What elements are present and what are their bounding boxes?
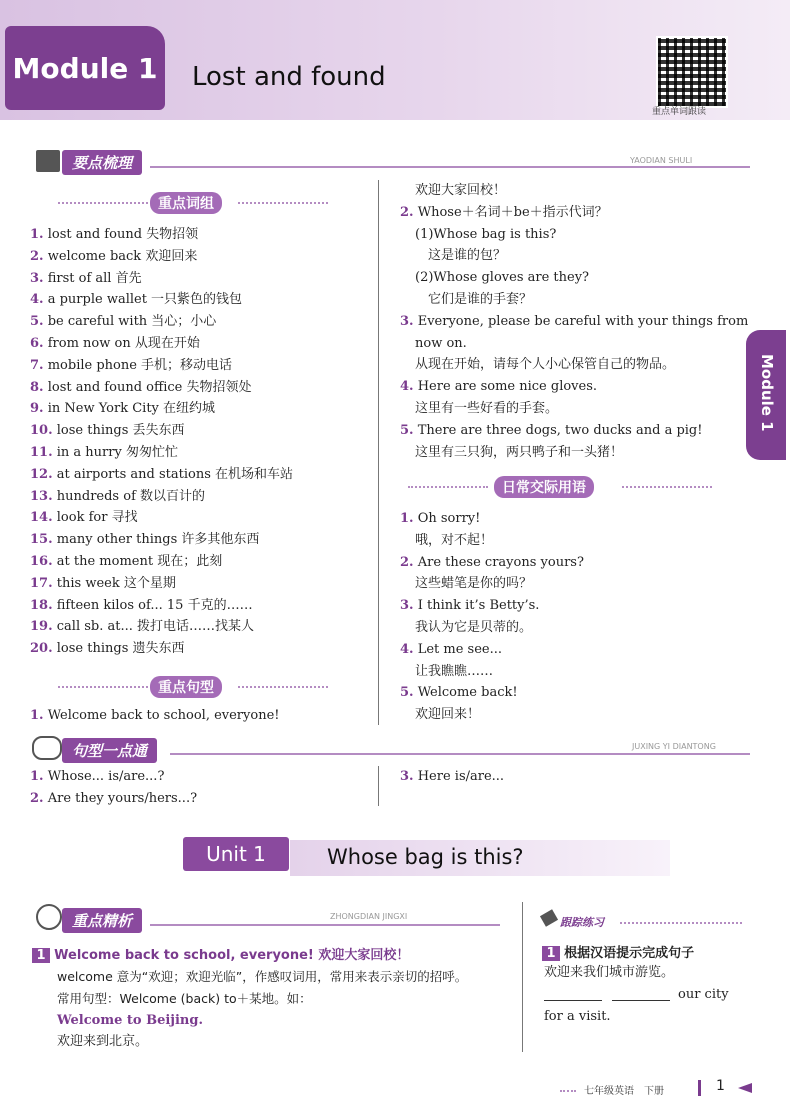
dots-left <box>408 486 488 488</box>
item-number: 3. <box>400 598 414 614</box>
item-text: now on. <box>415 335 467 351</box>
item-text: Let me see... <box>417 641 503 657</box>
practice-line-3: for a visit. <box>544 1009 611 1024</box>
item-number: 4. <box>400 379 414 395</box>
footer-book: 七年级英语 下册 <box>584 1086 664 1097</box>
item-text: first of all 首先 <box>47 270 142 286</box>
item-text: from now on 从现在开始 <box>47 335 200 351</box>
item-text: call sb. at... 拨打电话……找某人 <box>56 619 255 635</box>
list-item <box>400 704 740 726</box>
list-item <box>30 311 370 333</box>
list-item <box>30 616 370 638</box>
item-text: many other things 许多其他东西 <box>56 532 260 548</box>
module-label: Module 1 <box>5 26 165 110</box>
qr-code-icon[interactable] <box>656 36 728 108</box>
column-divider <box>378 766 379 806</box>
item-text: 哦，对不起！ <box>415 532 494 548</box>
item-number: 2. <box>400 204 414 220</box>
answer-blank-1[interactable] <box>544 1000 602 1001</box>
item-text: 让我瞧瞧…… <box>415 663 494 679</box>
daily-heading: 日常交际用语 <box>494 476 594 498</box>
list-item <box>30 377 370 399</box>
item-number: 13. <box>30 488 53 504</box>
item-text: I think it’s Betty’s. <box>417 598 540 614</box>
list-item <box>400 530 740 552</box>
practice-line-2-tail: our city <box>678 987 729 1002</box>
list-item <box>30 268 370 290</box>
item-number: 17. <box>30 575 53 591</box>
item-number: 3. <box>400 313 414 329</box>
list-item <box>30 398 370 420</box>
item-number: 19. <box>30 619 53 635</box>
module-title: Lost and found <box>192 62 386 92</box>
item-text: 这里有三只狗，两只鸭子和一头猪！ <box>415 444 624 460</box>
item-text: at the moment 现在；此刻 <box>56 553 223 569</box>
list-item <box>400 420 740 442</box>
item-text: Everyone, please be careful with your things from <box>417 313 749 329</box>
pen-icon <box>540 909 558 926</box>
list-item <box>400 508 740 530</box>
dots-left <box>58 686 148 688</box>
list-item <box>30 224 370 246</box>
item-text: Welcome back! <box>417 685 518 701</box>
item-text: 欢迎大家回校！ <box>415 183 507 198</box>
footer-dots <box>560 1090 576 1092</box>
section-divider <box>150 166 750 168</box>
item-text: There are three dogs, two ducks and a pig! <box>417 422 703 438</box>
sentence-list <box>400 180 749 463</box>
item-text: lose things 遗失东西 <box>56 641 185 657</box>
item-number: 2. <box>400 554 414 570</box>
item-number: 1. <box>30 227 44 242</box>
list-item <box>30 595 370 617</box>
list-item <box>400 267 740 289</box>
practice-line-1: 欢迎来我们城市游览。 <box>544 965 675 980</box>
list-item <box>30 420 370 442</box>
item-text: welcome back 欢迎回来 <box>47 248 198 264</box>
item-number: 4. <box>30 292 44 308</box>
item-number: 5. <box>30 314 44 330</box>
practice-title: 跟踪练习 <box>560 916 604 929</box>
list-item <box>400 289 740 311</box>
list-item <box>30 442 370 464</box>
list-item <box>30 551 370 573</box>
list-item <box>30 464 370 486</box>
list-item <box>400 311 749 333</box>
list-item <box>400 333 740 355</box>
footer-bar <box>698 1080 701 1096</box>
qr-caption: 重点单词跟读 <box>652 107 707 117</box>
list-item <box>400 617 740 639</box>
item-text: Whose＋名词＋be＋指示代词？ <box>417 204 608 220</box>
list-item <box>400 224 740 246</box>
item-number: 15. <box>30 532 53 548</box>
item-text: 欢迎回来！ <box>415 707 481 723</box>
list-item <box>30 638 370 660</box>
item-text: at airports and stations 在机场和车站 <box>56 466 293 482</box>
section-title-jingxi: 重点精析 <box>62 908 142 933</box>
item-text: Are these crayons yours? <box>417 554 584 570</box>
section-title-juxing: 句型一点通 <box>62 738 157 763</box>
item-text: 这是谁的包？ <box>415 248 507 264</box>
list-item <box>400 442 740 464</box>
list-item <box>30 529 370 551</box>
module-side-tab: Module 1 <box>746 330 786 460</box>
dots-right <box>238 202 328 204</box>
list-item <box>30 289 370 311</box>
list-item <box>30 573 370 595</box>
section-divider <box>170 753 750 755</box>
list-item <box>30 333 370 355</box>
item-text: (1)Whose bag is this? <box>415 226 557 242</box>
section-pinyin: ZHONGDIAN JINGXI <box>330 912 408 921</box>
item-number: 3. <box>30 270 44 286</box>
list-item <box>400 354 740 376</box>
item-text: a purple wallet 一只紫色的钱包 <box>47 292 243 308</box>
sentences-heading: 重点句型 <box>150 676 222 698</box>
item-text: Here are some nice gloves. <box>417 379 598 395</box>
practice-instruction: 1 根据汉语提示完成句子 <box>542 942 694 961</box>
section-title-yaodian: 要点梳理 <box>62 150 142 175</box>
list-item <box>400 376 740 398</box>
page-number: 1 <box>716 1078 725 1094</box>
list-item <box>30 355 370 377</box>
section-divider <box>150 924 500 926</box>
list-item <box>400 661 740 683</box>
item-text: lost and found office 失物招领处 <box>47 379 252 395</box>
list-item <box>400 552 740 574</box>
item-text: 它们是谁的手套？ <box>415 291 533 307</box>
dots-right <box>622 486 712 488</box>
daily-list <box>400 508 740 726</box>
item-number: 10. <box>30 423 53 439</box>
item-text: Oh sorry! <box>417 511 481 526</box>
item-text: lost and found 失物招领 <box>47 227 199 242</box>
item-text: be careful with 当心；小心 <box>47 314 217 330</box>
magnifier-icon <box>36 904 62 930</box>
item-text: 从现在开始，请每个人小心保管自己的物品。 <box>415 357 676 373</box>
item-text: look for 寻找 <box>56 510 138 526</box>
point-heading: 1 Welcome back to school, everyone! 欢迎大家回校！ <box>32 944 409 963</box>
item-number: 11. <box>30 444 53 460</box>
item-text: (2)Whose gloves are they? <box>415 270 590 286</box>
item-text: lose things 丢失东西 <box>56 423 185 439</box>
item-number: 16. <box>30 553 53 569</box>
list-item <box>400 180 740 202</box>
item-number: 5. <box>400 422 414 438</box>
list-item <box>400 398 740 420</box>
item-number: 8. <box>30 379 44 395</box>
pattern-list: 1. Whose... is/are...? 2. Are they yours/hers...? <box>30 769 198 806</box>
point-body: welcome 意为“欢迎；欢迎光临”，作感叹词用，常用来表示亲切的招呼。 常用句型：Welcome (back) to＋某地。如： Welcome to Beijing. 欢迎来到北京。 <box>57 969 468 1050</box>
arrow-left-icon <box>738 1083 752 1093</box>
dots-right <box>620 922 742 924</box>
phrases-heading: 重点词组 <box>150 192 222 214</box>
list-item <box>400 682 740 704</box>
item-text: in New York City 在纽约城 <box>47 401 216 417</box>
hand-pointer-icon <box>32 736 62 760</box>
item-text: fifteen kilos of... 15 千克的…… <box>56 597 253 613</box>
list-item <box>30 246 370 268</box>
list-item <box>400 202 740 224</box>
list-item <box>400 245 740 267</box>
item-text: hundreds of 数以百计的 <box>56 488 206 504</box>
books-icon <box>36 150 60 172</box>
item-text: in a hurry 匆匆忙忙 <box>56 444 178 460</box>
unit-label: Unit 1 <box>183 837 289 871</box>
item-number: 12. <box>30 466 53 482</box>
item-number: 4. <box>400 641 414 657</box>
list-item <box>400 639 740 661</box>
phrase-list <box>30 224 370 660</box>
item-text: 这些蜡笔是你的吗？ <box>415 576 533 592</box>
item-text: 我认为它是贝蒂的。 <box>415 619 533 635</box>
item-number: 1. <box>400 511 414 526</box>
item-number: 20. <box>30 641 53 657</box>
item-number: 14. <box>30 510 53 526</box>
dots-right <box>238 686 328 688</box>
section-pinyin: YAODIAN SHULI <box>630 156 693 165</box>
unit-title: Whose bag is this? <box>327 845 524 869</box>
answer-blank-2[interactable] <box>612 1000 670 1001</box>
column-divider <box>378 180 379 725</box>
list-item <box>30 486 370 508</box>
item-number: 18. <box>30 597 53 613</box>
item-number: 5. <box>400 685 414 701</box>
item-number: 2. <box>30 248 44 264</box>
item-number: 9. <box>30 401 44 417</box>
item-text: 这里有一些好看的手套。 <box>415 400 559 416</box>
section-pinyin: JUXING YI DIANTONG <box>632 742 716 751</box>
item-text: mobile phone 手机；移动电话 <box>47 357 233 373</box>
list-item <box>400 595 740 617</box>
item-number: 6. <box>30 335 44 351</box>
column-divider <box>522 902 523 1052</box>
item-number: 7. <box>30 357 44 373</box>
list-item <box>30 507 370 529</box>
pattern-item-3: 3. Here is/are... <box>400 769 505 784</box>
sentence-item-1: 1. Welcome back to school, everyone! <box>30 708 280 723</box>
item-text: this week 这个星期 <box>56 575 176 591</box>
dots-left <box>58 202 148 204</box>
list-item <box>400 573 740 595</box>
